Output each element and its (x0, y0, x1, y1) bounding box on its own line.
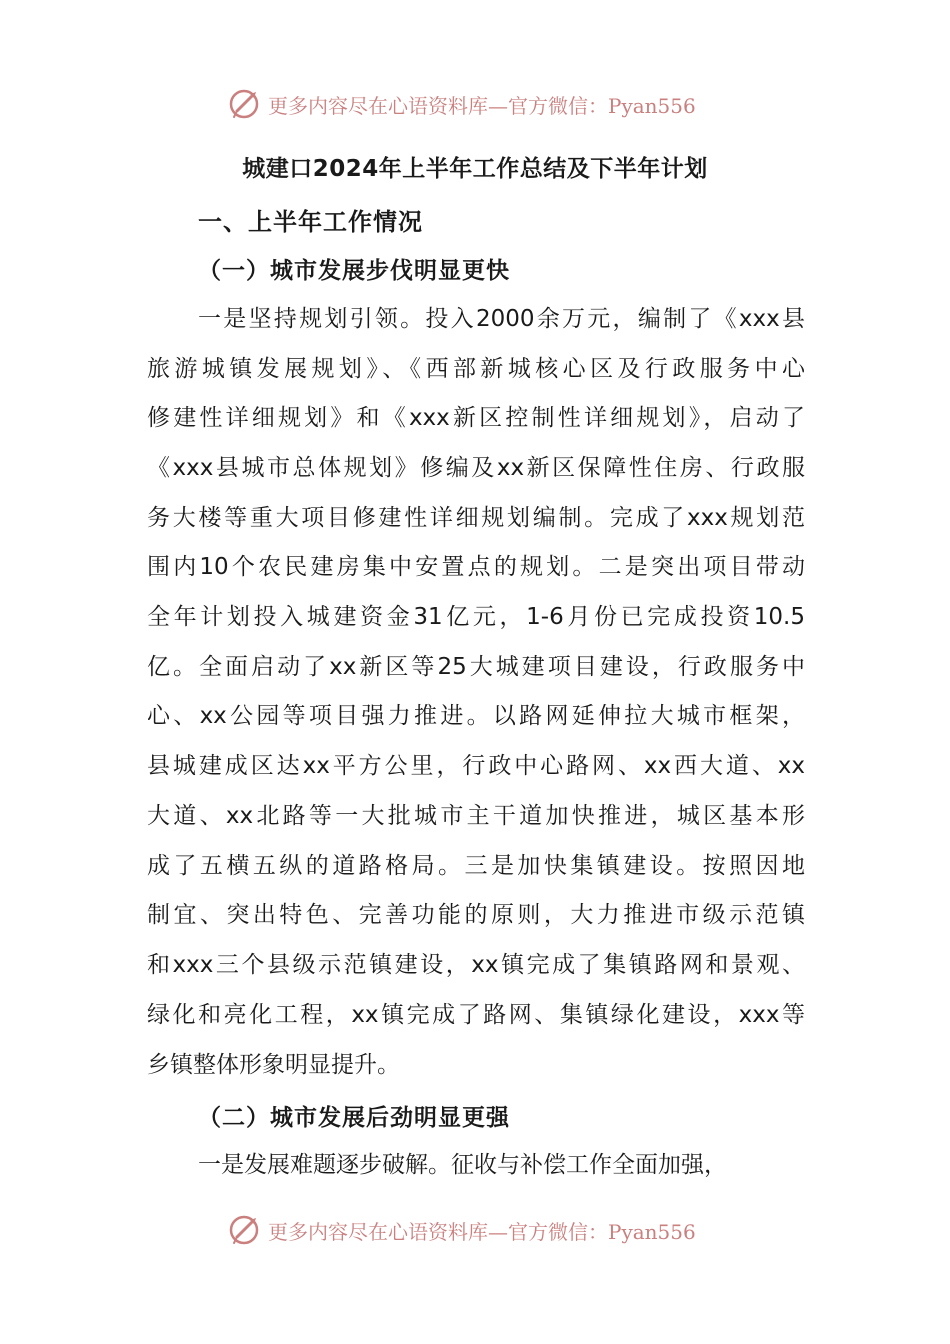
body-line: 绿化和亮化工程，xx镇完成了路网、集镇绿化建设，xxx等 (147, 1002, 805, 1028)
body-line: 围内10个农民建房集中安置点的规划。二是突出项目带动 (147, 554, 805, 580)
body-line: 大道、xx北路等一大批城市主干道加快推进，城区基本形 (147, 803, 805, 829)
section-heading-1: 一、上半年工作情况 (198, 208, 423, 236)
body-line: 心、xx公园等项目强力推进。以路网延伸拉大城市框架， (147, 703, 805, 729)
body-line: 旅游城镇发展规划》、《西部新城核心区及行政服务中心 (147, 356, 805, 382)
pen-seal-logo-icon (228, 1213, 262, 1247)
body-line: 县城建成区达xx平方公里，行政中心路网、xx西大道、xx (147, 753, 805, 779)
body-line: 修建性详细规划》和《xxx新区控制性详细规划》，启动了 (147, 405, 805, 431)
body-line: 乡镇整体形象明显提升。 (147, 1052, 400, 1078)
body-line: 一是坚持规划引领。投入2000余万元，编制了《xxx县 (198, 306, 805, 332)
body-line: 一是发展难题逐步破解。征收与补偿工作全面加强， (198, 1152, 727, 1178)
pen-seal-logo-icon (228, 87, 262, 121)
body-line: 《xxx县城市总体规划》修编及xx新区保障性住房、行政服 (147, 455, 805, 481)
body-line: 和xxx三个县级示范镇建设，xx镇完成了集镇路网和景观、 (147, 952, 805, 978)
watermark-text: 更多内容尽在心语资料库—官方微信：Pyan556 (268, 1219, 696, 1244)
body-line: 全年计划投入城建资金31亿元，1-6月份已完成投资10.5 (147, 604, 805, 630)
subsection-heading-2: （二）城市发展后劲明显更强 (198, 1105, 510, 1131)
watermark-header (228, 84, 748, 124)
watermark-text: 更多内容尽在心语资料库—官方微信：Pyan556 (268, 93, 696, 118)
watermark-footer (228, 1210, 748, 1250)
body-line: 制宜、突出特色、完善功能的原则，大力推进市级示范镇 (147, 902, 805, 928)
body-line: 成了五横五纵的道路格局。三是加快集镇建设。按照因地 (147, 853, 805, 879)
body-line: 务大楼等重大项目修建性详细规划编制。完成了xxx规划范 (147, 505, 805, 531)
document-title: 城建口2024年上半年工作总结及下半年计划 (242, 156, 708, 182)
body-line: 亿。全面启动了xx新区等25大城建项目建设，行政服务中 (147, 654, 805, 680)
subsection-heading-1: （一）城市发展步伐明显更快 (198, 258, 510, 284)
